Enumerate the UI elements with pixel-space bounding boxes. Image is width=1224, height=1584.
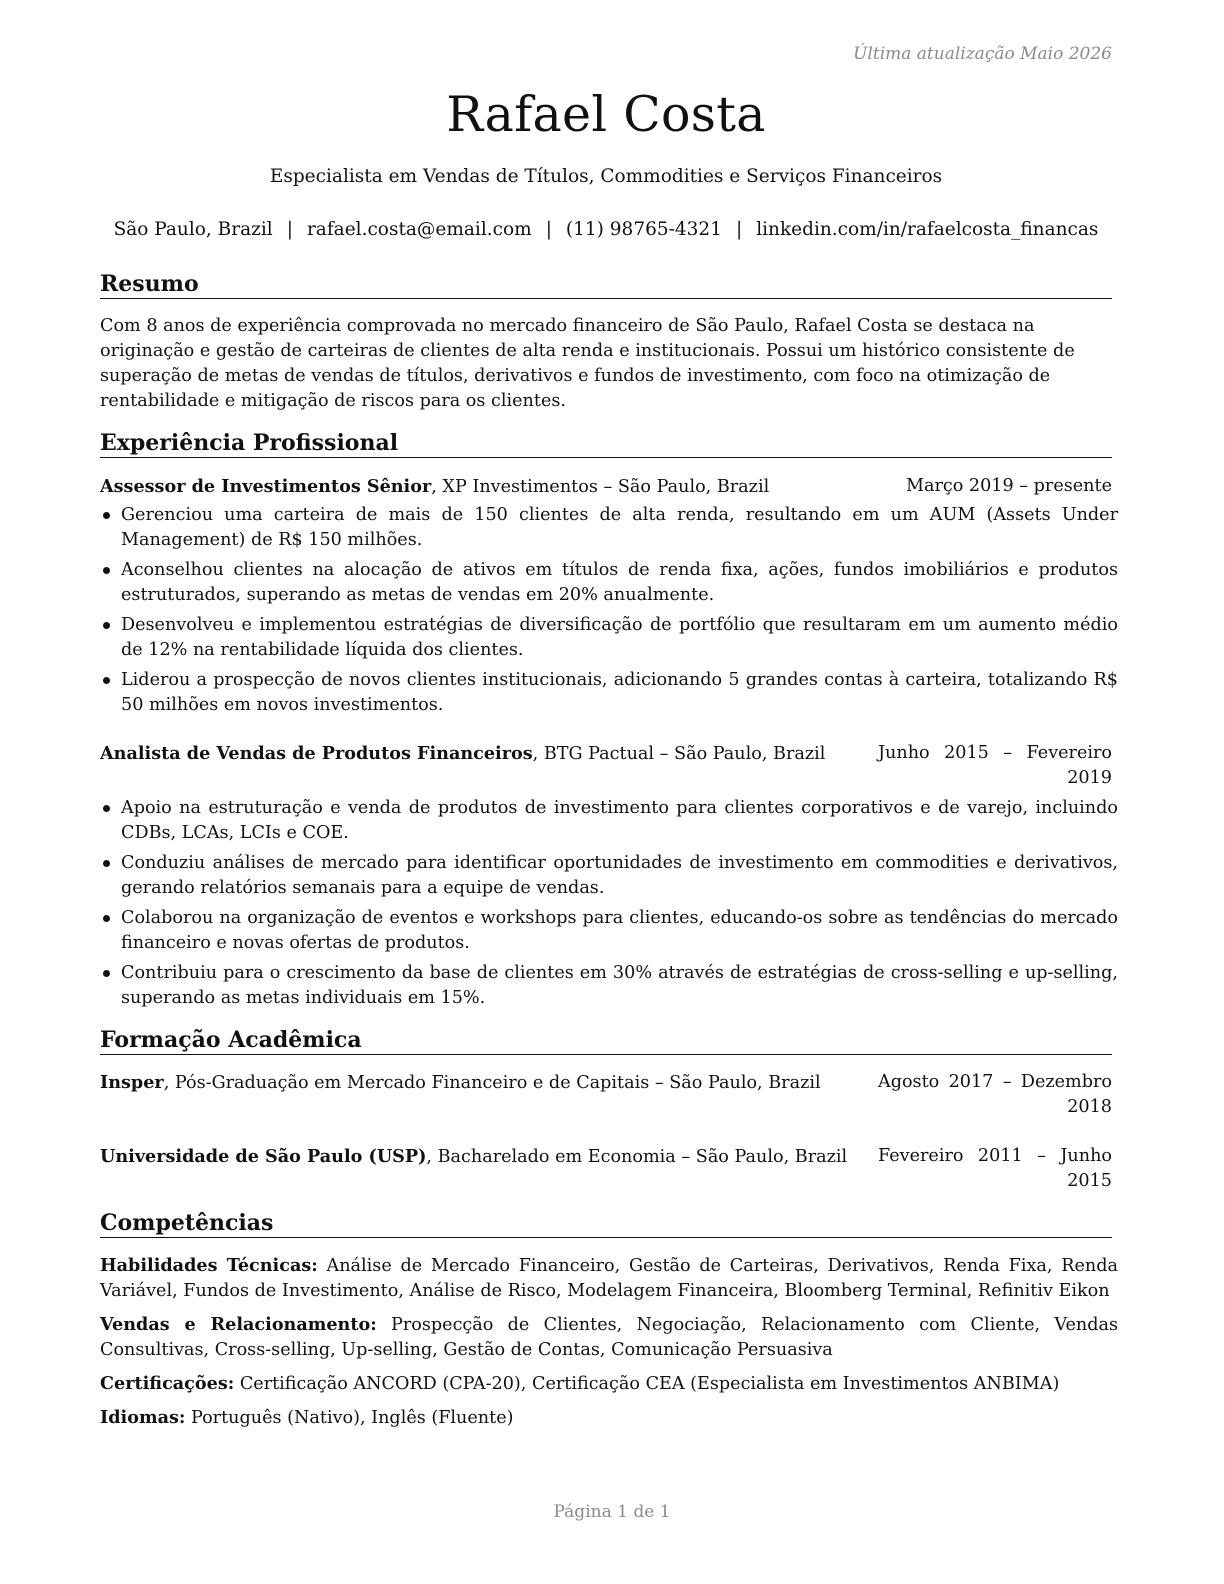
job-dates: Março 2019 – presente [905,476,1112,496]
section-title-summary: Resumo [100,271,1112,299]
skill-text: Análise de Mercado Financeiro, Gestão de Carteiras, Derivativos, Renda Fixa, Renda Variável, Fundos de Investimento, Análise de Risco, Modelagem Financeira, Bloomberg Terminal, Refinitiv Eikon [100,1256,1119,1301]
section-title-experience: Experiência Profissional [100,430,1112,458]
job-title-line [100,741,825,767]
contact-separator: | [286,219,293,240]
education-degree: , Pós-Graduação em Mercado Financeiro e de Capitais – São Paulo, Brazil [163,1073,821,1093]
contact-email[interactable]: rafael.costa@email.com [306,219,532,240]
skill-row [100,1312,1118,1363]
education-degree: , Bacharelado em Economia – São Paulo, Brazil [426,1147,848,1167]
skill-row [100,1253,1118,1304]
skill-label: Idiomas: [100,1407,186,1428]
contact-phone[interactable]: (11) 98765-4321 [565,219,722,240]
education-dates: Fevereiro 2011 – Junho 2015 [878,1146,1112,1191]
contact-separator: | [735,219,743,240]
list-item: Desenvolveu e implementou estratégias de diversificação de portfólio que resultaram em um aumento médio de 12% na rentabilidade líquida dos clientes. [100,613,1118,663]
job-employer: , XP Investimentos – São Paulo, Brazil [431,477,770,497]
contact-separator: | [545,219,552,240]
job-dates: Junho 2015 – Fevereiro 2019 [878,743,1112,788]
skill-label: Certificações: [100,1373,235,1394]
skill-row [100,1371,1118,1397]
skill-row [100,1405,1118,1431]
list-item: Contribuiu para o crescimento da base de clientes em 30% através de estratégias de cross-selling e up-selling, superando as metas individuais em 15%. [100,961,1118,1011]
education-title-line [100,1144,847,1170]
contact-location: São Paulo, Brazil [113,219,273,240]
skill-text: Português (Nativo), Inglês (Fluente) [185,1408,514,1428]
list-item: Liderou a prospecção de novos clientes institucionais, adicionando 5 grandes contas à carteira, totalizando R$ 50 milhões em novos investimentos. [100,668,1118,718]
skill-label: Habilidades Técnicas: [100,1255,318,1276]
candidate-name: Rafael Costa [446,86,766,143]
list-item: Gerenciou uma carteira de mais de 150 clientes de alta renda, resultando em um AUM (Assets Under Management) de R$ 150 milhões. [100,503,1118,553]
section-title-skills: Competências [100,1210,1112,1238]
skill-text: Prospecção de Clientes, Negociação, Relacionamento com Cliente, Vendas Consultivas, Cross-selling, Up-selling, Gestão de Contas, Comunicação Persuasiva [100,1315,1119,1360]
section-title-education: Formação Acadêmica [100,1027,1112,1055]
contact-linkedin[interactable]: linkedin.com/in/rafaelcosta_financas [756,219,1099,240]
education-school: Universidade de São Paulo (USP) [100,1146,427,1167]
job-bullets [100,796,1118,1016]
list-item: Colaborou na organização de eventos e workshops para clientes, educando-os sobre as tendências do mercado financeiro e novas ofertas de produtos. [100,906,1118,956]
skill-label: Vendas e Relacionamento: [100,1314,377,1335]
list-item: Aconselhou clientes na alocação de ativos em títulos de renda fixa, ações, fundos imobiliários e produtos estruturados, superando as metas de vendas em 20% anualmente. [100,558,1118,608]
list-item: Conduziu análises de mercado para identificar oportunidades de investimento em commodities e derivativos, gerando relatórios semanais para a equipe de vendas. [100,851,1118,901]
page-number: Página 1 de 1 [553,1502,671,1522]
job-role: Assessor de Investimentos Sênior [100,476,432,497]
education-school: Insper [100,1072,164,1093]
headline: Especialista em Vendas de Títulos, Commodities e Serviços Financeiros [269,166,943,187]
contact-line [80,219,1132,240]
skill-text: Certificação ANCORD (CPA-20), Certificação CEA (Especialista em Investimentos ANBIMA) [234,1374,1060,1394]
job-bullets [100,503,1118,723]
job-role: Analista de Vendas de Produtos Financeiros [100,743,533,764]
education-dates: Agosto 2017 – Dezembro 2018 [878,1072,1112,1117]
job-employer: , BTG Pactual – São Paulo, Brazil [532,744,826,764]
list-item: Apoio na estruturação e venda de produtos de investimento para clientes corporativos e de varejo, incluindo CDBs, LCAs, LCIs e COE. [100,796,1118,846]
last-updated: Última atualização Maio 2026 [853,44,1112,64]
summary-text: Com 8 anos de experiência comprovada no mercado financeiro de São Paulo, Rafael Costa se destaca na originação e gestão de carteiras de clientes de alta renda e institucionais. Possui um histórico consistente de superação de metas de vendas de títulos, derivativos e fundos de investimento, com foco na otimização de rentabilidade e mitigação de riscos para os clientes. [100,316,1075,411]
education-title-line [100,1070,821,1096]
job-title-line [100,474,769,500]
